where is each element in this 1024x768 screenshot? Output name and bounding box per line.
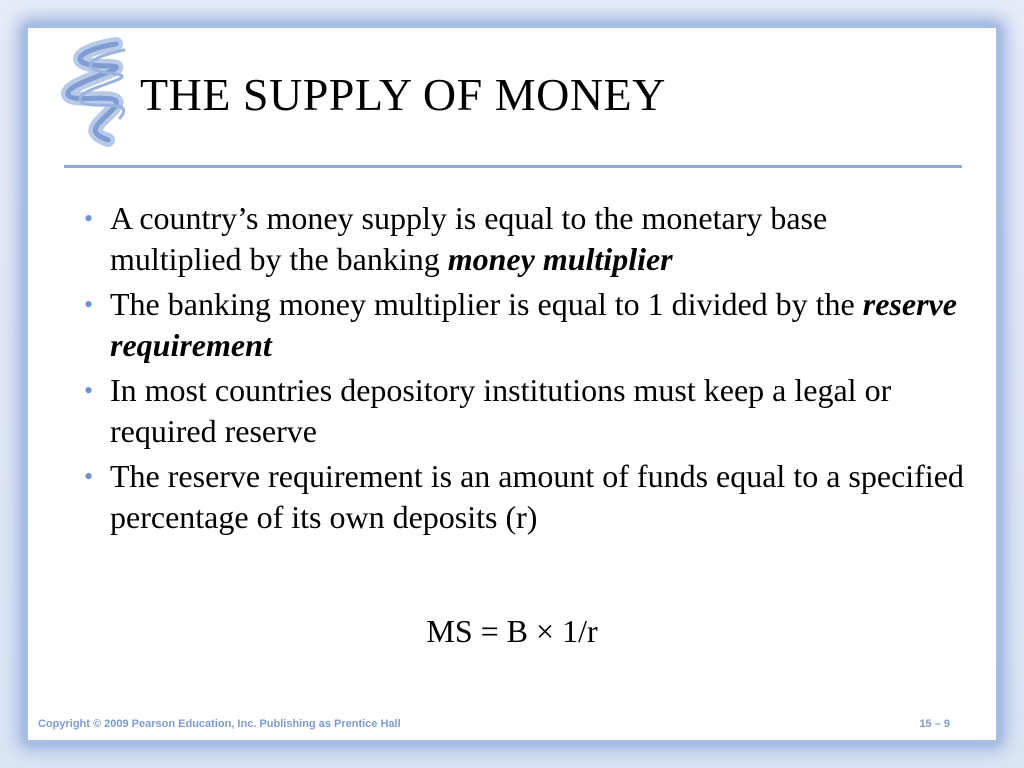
money-supply-formula: MS = B × 1/r bbox=[426, 613, 598, 649]
bullet-item bbox=[84, 370, 964, 452]
bullet-list bbox=[84, 198, 964, 542]
bullet-dot-icon: • bbox=[84, 462, 94, 491]
slide-title: THE SUPPLY OF MONEY bbox=[140, 69, 666, 120]
bullet-item bbox=[84, 284, 964, 366]
page-number: 15 – 9 bbox=[919, 718, 950, 730]
slide bbox=[28, 28, 996, 740]
swirl-logo-icon bbox=[46, 36, 146, 148]
bullet-text: In most countries depository institutions must keep a legal or required reserve bbox=[110, 372, 892, 449]
bullet-key-term: reserve requirement bbox=[110, 286, 957, 363]
bullet-dot-icon: • bbox=[84, 290, 94, 319]
bullet-key-term: money multiplier bbox=[447, 241, 673, 277]
bullet-text: The banking money multiplier is equal to 1 divided by the bbox=[110, 286, 863, 322]
title-divider bbox=[64, 165, 962, 168]
bullet-dot-icon: • bbox=[84, 204, 94, 233]
bullet-item bbox=[84, 456, 964, 538]
bullet-dot-icon: • bbox=[84, 376, 94, 405]
bullet-text: The reserve requirement is an amount of funds equal to a specified percentage of its own deposits (r) bbox=[110, 458, 964, 535]
bullet-item bbox=[84, 198, 964, 280]
bullet-text: A country’s money supply is equal to the monetary base multiplied by the banking bbox=[110, 200, 828, 277]
copyright-notice: Copyright © 2009 Pearson Education, Inc. Publishing as Prentice Hall bbox=[38, 718, 401, 730]
